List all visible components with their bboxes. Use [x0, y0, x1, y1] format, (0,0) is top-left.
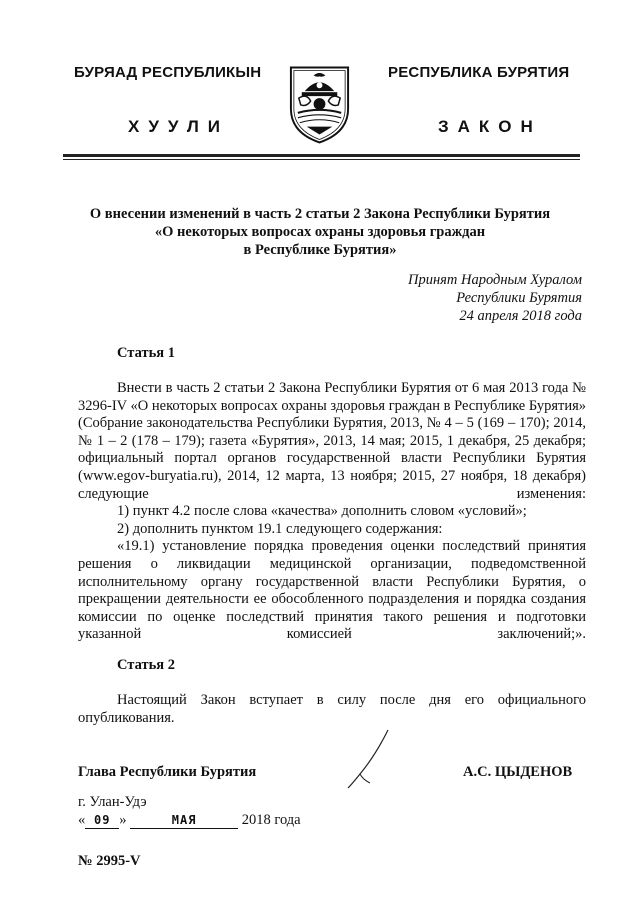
article-2-body: [78, 692, 586, 727]
signature-icon: [340, 728, 390, 790]
article-2-heading: Статья 2: [117, 657, 175, 673]
header-divider-thick: [63, 154, 580, 157]
signing-date: [78, 812, 301, 829]
coat-of-arms-icon: [285, 63, 354, 145]
adoption-line-1: Принят Народным Хуралом: [407, 272, 582, 288]
date-close-quote: »: [119, 812, 127, 828]
law-title-line-3: в Республике Бурятия»: [243, 242, 397, 258]
law-title-line-1: О внесении изменений в часть 2 статьи 2 Закона Республики Бурятия: [89, 206, 551, 222]
header-left-subtitle: ХУУЛИ: [128, 117, 229, 136]
date-day: 09: [85, 813, 119, 829]
header-divider-thin: [63, 159, 580, 160]
header-right-title: РЕСПУБЛИКА БУРЯТИЯ: [388, 64, 570, 81]
adoption-date: 24 апреля 2018 года: [459, 308, 582, 324]
signatory-name: А.С. ЦЫДЕНОВ: [463, 764, 573, 780]
adoption-line-2: Республики Бурятия: [456, 290, 582, 306]
article-2-paragraph: Настоящий Закон вступает в силу после дня его официального опубликования.: [78, 692, 586, 726]
law-title-line-2: «О некоторых вопросах охраны здоровья граждан: [154, 224, 486, 240]
law-number: № 2995-V: [78, 853, 141, 869]
article-1-paragraph: 1) пункт 4.2 после слова «качества» дополнить словом «условий»;: [117, 503, 527, 520]
article-1-heading: Статья 1: [117, 345, 175, 361]
signing-place: г. Улан-Удэ: [78, 794, 147, 810]
signatory-title: Глава Республики Бурятия: [78, 764, 257, 780]
header-left-title: БУРЯАД РЕСПУБЛИКЫН: [74, 64, 262, 81]
date-open-quote: «: [78, 812, 86, 828]
article-1-paragraph: «19.1) установление порядка проведения оценки последствий принятия решения о ликвидации медицинской организации, подведомственной исполнительному органу государственной власти Республики Бурятия, о прекращении деятельности ее обособленного подразделения и порядка создания комиссии по оценке последствий принятия такого решения и подготовки указанной комиссией заключений;».: [78, 538, 586, 643]
article-1-paragraph: 2) дополнить пунктом 19.1 следующего содержания:: [117, 520, 443, 537]
date-month: МАЯ: [130, 813, 238, 829]
date-year: 2018 года: [241, 812, 301, 828]
header-right-subtitle: ЗАКОН: [438, 117, 542, 136]
article-1-paragraph: Внести в часть 2 статьи 2 Закона Республики Бурятия от 6 мая 2013 года № 3296-IV «О некоторых вопросах охраны здоровья граждан в Республике Бурятия» (Собрание законодательства Республики Бурятия, 2013, № 4 – 5 (169 – 170); 2014, № 1 – 2 (178 – 179); газета «Бурятия», 2013, 14 мая; 2015, 1 декабря, 25 декабря; официальный портал органов государственной власти Республики Бурятия (www.egov-buryatia.ru), 2014, 12 марта, 13 ноября; 2015, 27 ноября, 18 декабря) следующие изменения:: [78, 380, 586, 502]
article-1-body: [78, 380, 586, 644]
